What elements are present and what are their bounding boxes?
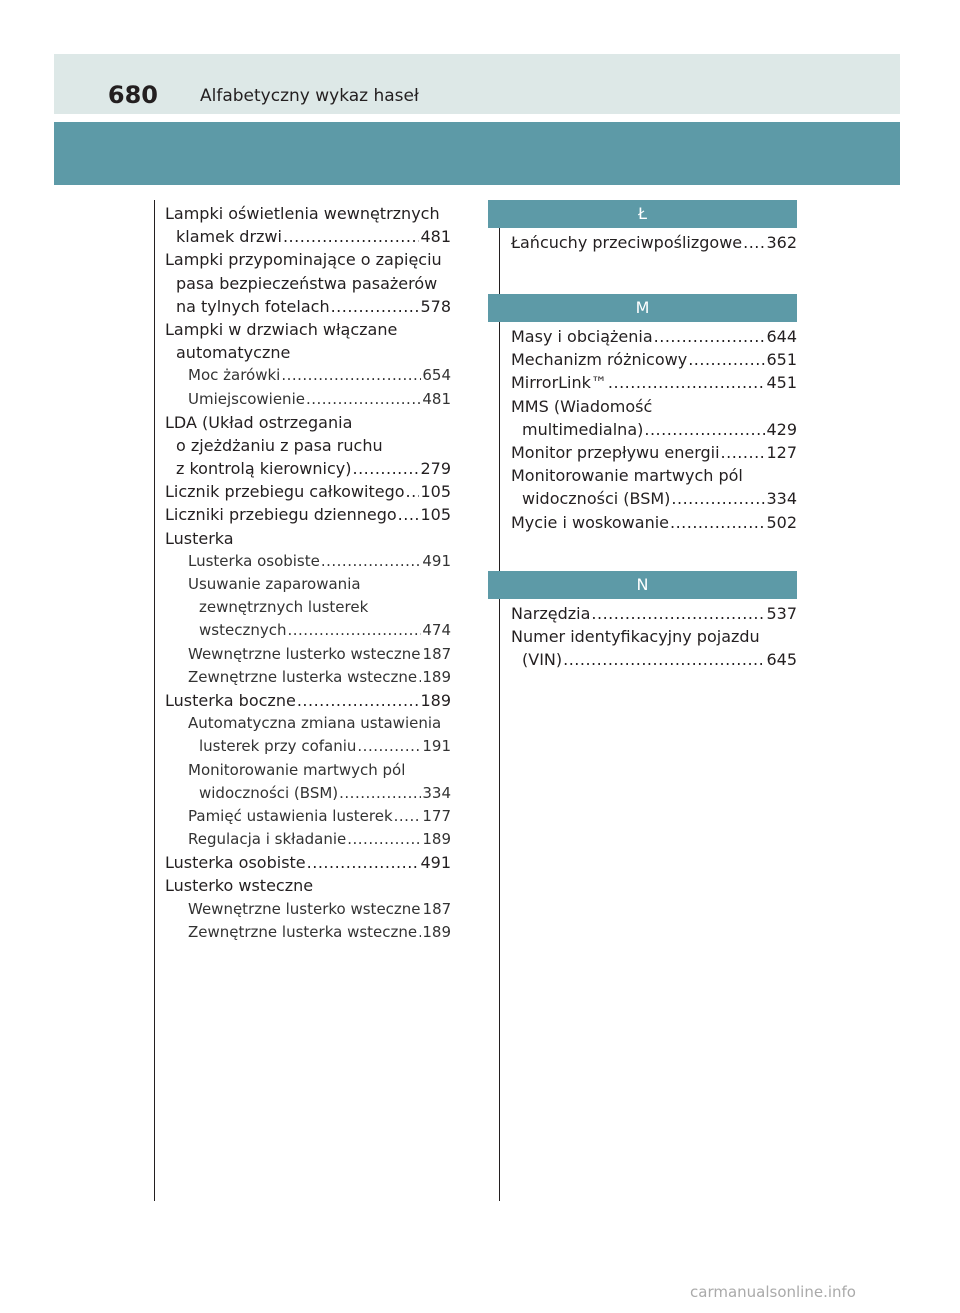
- section-letter-3: N: [488, 571, 797, 599]
- dot-leader: [331, 295, 420, 318]
- dot-leader: [406, 480, 420, 503]
- dot-leader: [398, 503, 420, 526]
- index-entry: [165, 388, 451, 411]
- index-entry: [165, 898, 451, 921]
- index-entry-continuation: LDA (Układ ostrzegania: [165, 412, 353, 432]
- entry-page-number: 189: [422, 667, 451, 686]
- entry-page-number: 187: [422, 644, 451, 663]
- entry-page-number: 362: [766, 233, 797, 252]
- index-entry: [511, 325, 797, 348]
- entry-term: widoczności (BSM): [522, 489, 671, 509]
- dot-leader: [281, 364, 421, 387]
- dot-leader: [418, 921, 421, 944]
- index-entry: [165, 295, 451, 318]
- entry-page-number: 481: [420, 227, 451, 247]
- index-entry-continuation: Monitorowanie martwych pól: [511, 466, 743, 486]
- entry-page-number: 279: [420, 459, 451, 479]
- section-entries: [511, 325, 797, 534]
- index-entry: [165, 550, 451, 573]
- page-number: 680: [107, 81, 158, 109]
- entry-term: Lusterka osobiste: [165, 853, 306, 873]
- index-entry: [165, 851, 451, 874]
- entry-term: Narzędzia: [511, 604, 591, 623]
- dot-leader: [654, 325, 766, 348]
- entry-page-number: 537: [766, 604, 797, 623]
- index-entry-continuation: o zjeżdżaniu z pasa ruchu: [176, 435, 383, 455]
- entry-term: z kontrolą kierownicy): [176, 459, 352, 479]
- dot-leader: [321, 550, 422, 573]
- entry-page-number: 451: [766, 373, 797, 393]
- index-entry: [511, 348, 797, 371]
- index-entry: [165, 805, 451, 828]
- index-entry: [165, 643, 451, 666]
- index-entry: [511, 418, 797, 441]
- entry-term: Liczniki przebiegu dziennego: [165, 505, 397, 525]
- entry-term: Wewnętrzne lusterko wsteczne: [188, 899, 421, 918]
- index-entry-continuation: Lampki oświetlenia wewnętrznych: [165, 204, 440, 223]
- dot-leader: [671, 487, 765, 510]
- header-bar: [54, 54, 900, 114]
- index-entry-continuation: MMS (Wiadomość: [511, 396, 653, 416]
- entry-page-number: 334: [766, 489, 797, 509]
- entry-page-number: 189: [422, 922, 451, 941]
- entry-page-number: 502: [766, 512, 797, 532]
- entry-page-number: 105: [420, 482, 451, 502]
- entry-term: Moc żarówki: [188, 366, 281, 385]
- index-entry-continuation: Numer identyfikacyjny pojazdu: [511, 627, 760, 647]
- index-entry: [165, 503, 451, 526]
- entry-term: Umiejscowienie: [188, 389, 305, 408]
- entry-page-number: 491: [422, 551, 451, 570]
- index-entry: [165, 364, 451, 387]
- entry-term: Mycie i woskowanie: [511, 512, 669, 532]
- index-entry: [511, 231, 797, 254]
- entry-term: Monitor przepływu energii: [511, 442, 720, 462]
- index-entry: [165, 735, 451, 758]
- index-entry: [511, 371, 797, 394]
- entry-term: Masy i obciążenia: [511, 327, 653, 346]
- dot-leader: [287, 619, 421, 642]
- index-entry: [165, 828, 451, 851]
- entry-page-number: 481: [422, 389, 451, 408]
- index-entry: [165, 782, 451, 805]
- dot-leader: [418, 666, 421, 689]
- section-letter-2: M: [488, 294, 797, 322]
- index-entry: [165, 619, 451, 642]
- index-entry: [511, 511, 797, 534]
- index-entry-continuation: zewnętrznych lusterek: [199, 598, 369, 617]
- entry-term: Licznik przebiegu całkowitego: [165, 482, 405, 502]
- index-entry: [511, 648, 797, 671]
- entry-term: Lusterka osobiste: [188, 551, 320, 570]
- dot-leader: [670, 511, 765, 534]
- dot-leader: [357, 735, 421, 758]
- index-entry-continuation: pasa bezpieczeństwa pasażerów: [176, 273, 438, 293]
- entry-term: na tylnych fotelach: [176, 296, 330, 316]
- left-index-column: [165, 202, 451, 944]
- index-entry: [165, 457, 451, 480]
- entry-term: widoczności (BSM): [199, 783, 339, 802]
- section-entries: [511, 602, 797, 672]
- index-entry: [165, 225, 451, 248]
- index-entry: [511, 602, 797, 625]
- entry-page-number: 654: [422, 366, 451, 385]
- entry-term: multimedialna): [522, 419, 644, 439]
- entry-page-number: 189: [420, 690, 451, 710]
- dot-leader: [394, 805, 422, 828]
- entry-term: MirrorLink™: [511, 373, 607, 393]
- index-entry-continuation: Automatyczna zmiana ustawienia: [188, 714, 442, 733]
- dot-leader: [339, 782, 421, 805]
- entry-page-number: 334: [422, 783, 451, 802]
- section-letter-1: Ł: [488, 200, 797, 228]
- index-entry-continuation: Lampki w drzwiach włączane: [165, 319, 398, 339]
- entry-page-number: 127: [766, 442, 797, 462]
- dot-leader: [563, 648, 765, 671]
- entry-page-number: 651: [766, 350, 797, 370]
- entry-page-number: 177: [422, 806, 451, 825]
- dot-leader: [352, 457, 419, 480]
- watermark: carmanualsonline.info: [690, 1283, 856, 1301]
- header-band: [54, 122, 900, 185]
- dot-leader: [297, 689, 420, 712]
- index-entry-continuation: Usuwanie zaparowania: [188, 575, 361, 593]
- entry-page-number: 578: [420, 296, 451, 316]
- entry-term: Lusterka boczne: [165, 690, 296, 710]
- index-entry: [511, 487, 797, 510]
- index-entry: [165, 666, 451, 689]
- entry-term: klamek drzwi: [176, 227, 282, 247]
- entry-page-number: 474: [422, 621, 451, 640]
- dot-leader: [306, 388, 421, 411]
- dot-leader: [644, 418, 765, 441]
- entry-term: (VIN): [522, 650, 563, 670]
- section-entries: [511, 231, 797, 254]
- index-entry-continuation: Lusterka: [165, 528, 234, 548]
- entry-page-number: 491: [420, 853, 451, 873]
- index-entry: [165, 480, 451, 503]
- entry-page-number: 189: [422, 830, 451, 849]
- entry-term: lusterek przy cofaniu: [199, 737, 357, 756]
- entry-term: Zewnętrzne lusterka wsteczne: [188, 922, 418, 941]
- index-entry-continuation: Monitorowanie martwych pól: [188, 760, 406, 779]
- entry-term: Pamięć ustawienia lusterek: [188, 806, 393, 825]
- entry-term: Łańcuchy przeciwpoślizgowe: [511, 233, 743, 252]
- index-entry-continuation: Lusterko wsteczne: [165, 876, 314, 896]
- entry-term: Zewnętrzne lusterka wsteczne: [188, 667, 418, 686]
- index-entry: [165, 689, 451, 712]
- index-entry-continuation: Lampki przypominające o zapięciu: [165, 250, 442, 270]
- entry-term: Regulacja i składanie: [188, 830, 347, 849]
- entry-page-number: 105: [420, 505, 451, 525]
- entry-term: Wewnętrzne lusterko wsteczne: [188, 644, 421, 663]
- dot-leader: [283, 225, 419, 248]
- dot-leader: [721, 441, 766, 464]
- entry-page-number: 429: [766, 419, 797, 439]
- entry-page-number: 645: [766, 650, 797, 670]
- page-title: Alfabetyczny wykaz haseł: [200, 86, 419, 106]
- left-column-rule: [154, 200, 155, 1201]
- dot-leader: [347, 828, 421, 851]
- dot-leader: [608, 371, 766, 394]
- index-entry: [511, 441, 797, 464]
- entry-page-number: 644: [766, 327, 797, 346]
- index-entry: [165, 921, 451, 944]
- entry-term: wstecznych: [199, 621, 287, 640]
- dot-leader: [688, 348, 765, 371]
- entry-term: Mechanizm różnicowy: [511, 350, 688, 370]
- entry-page-number: 187: [422, 899, 451, 918]
- index-entry-continuation: automatyczne: [176, 343, 291, 363]
- entry-page-number: 191: [422, 737, 451, 756]
- dot-leader: [743, 231, 765, 254]
- dot-leader: [307, 851, 420, 874]
- dot-leader: [591, 602, 765, 625]
- right-column-rule: [499, 200, 500, 1201]
